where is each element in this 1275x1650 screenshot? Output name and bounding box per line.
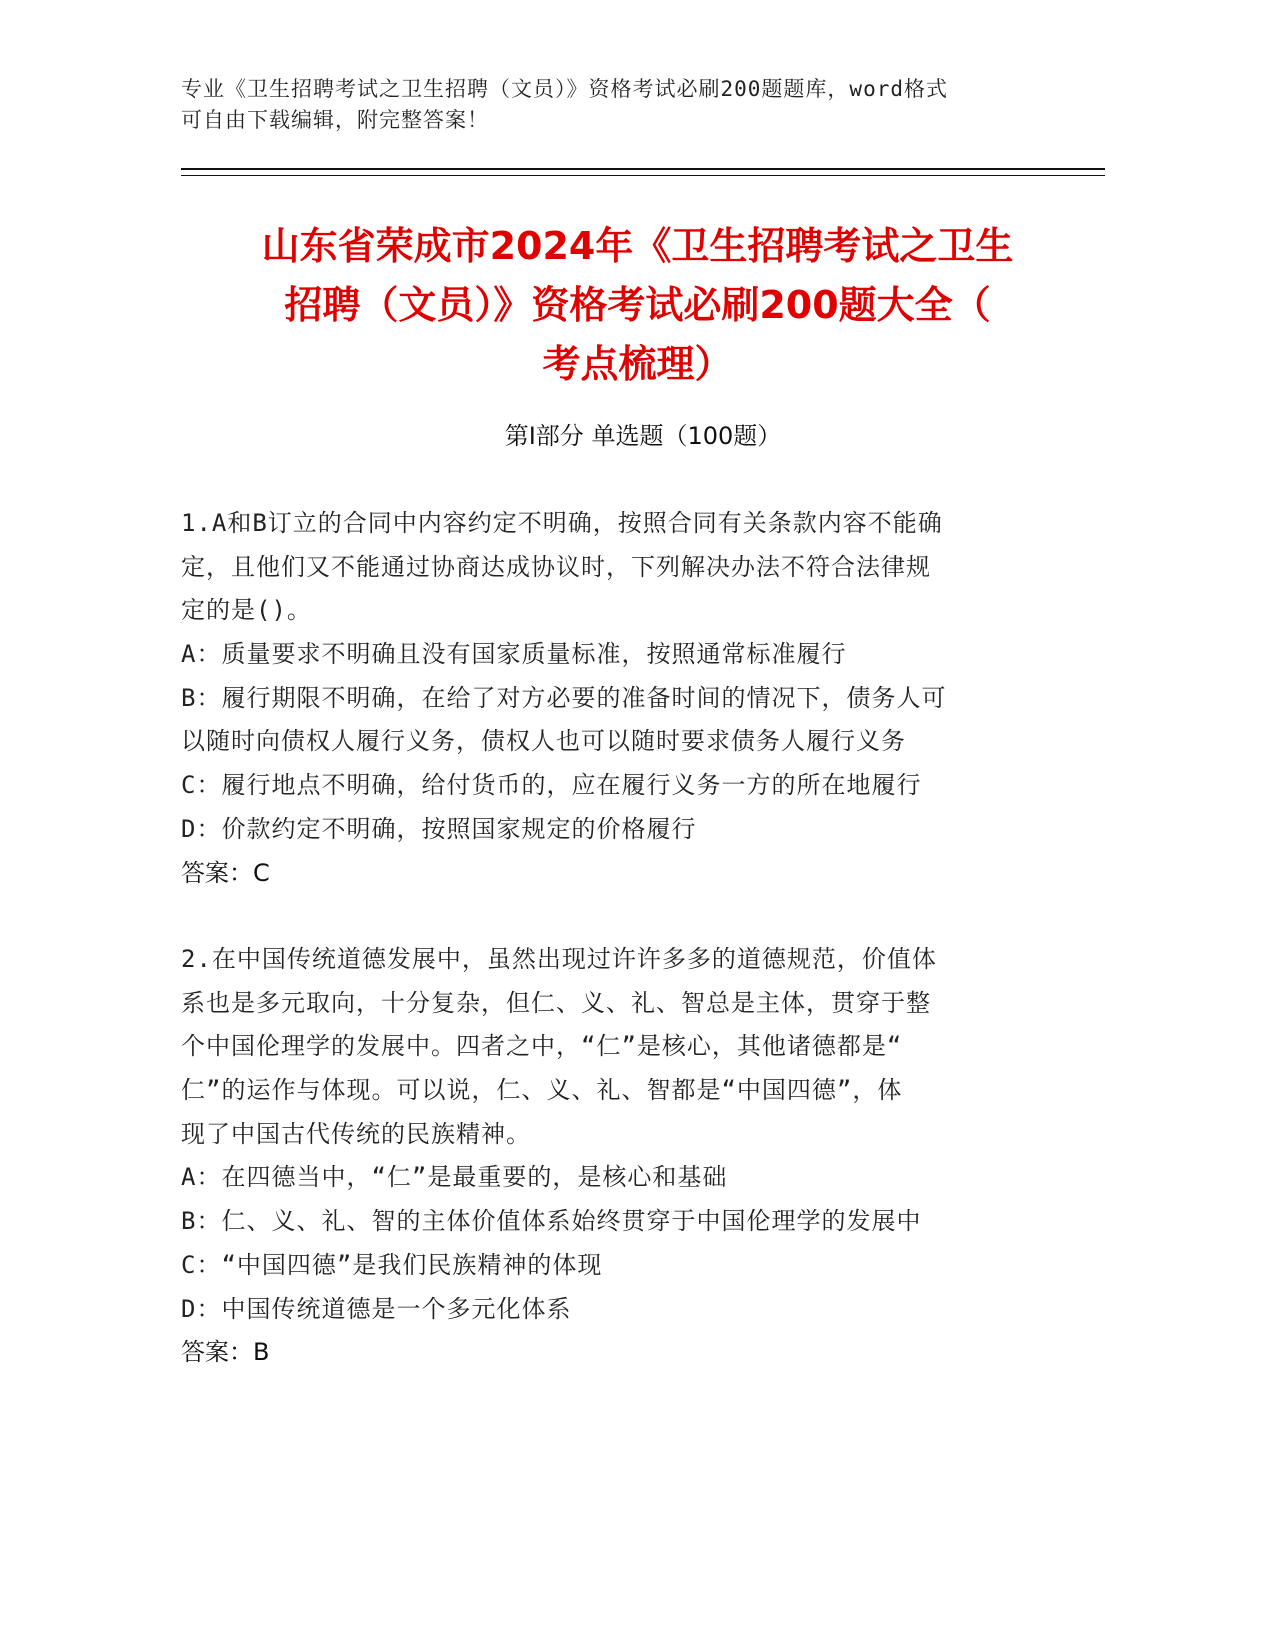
header-note	[181, 74, 1041, 136]
answer-label: 答案：C	[181, 858, 270, 887]
option-a: A：在四德当中，“仁”是最重要的，是核心和基础	[181, 1163, 728, 1192]
question-stem-line: 定的是()。	[181, 596, 312, 625]
document-title-line-1: 山东省荣成市2024年《卫生招聘考试之卫生	[261, 224, 1014, 268]
section-heading: 第Ⅰ部分 单选题（100题）	[504, 422, 782, 450]
option-b: B：履行期限不明确，在给了对方必要的准备时间的情况下，债务人可	[181, 683, 947, 712]
answer-label: 答案：B	[181, 1338, 270, 1367]
question-1	[181, 502, 1061, 895]
option-b-continued: 以随时向债权人履行义务，债权人也可以随时要求债务人履行义务	[181, 727, 906, 756]
question-stem-line: 现了中国古代传统的民族精神。	[181, 1119, 531, 1148]
question-stem-line: 2.在中国传统道德发展中，虽然出现过许许多多的道德规范，价值体	[181, 945, 937, 973]
question-stem-line: 1.A和B订立的合同中内容约定不明确，按照合同有关条款内容不能确	[181, 509, 943, 537]
document-title	[160, 217, 1115, 394]
option-d: D：中国传统道德是一个多元化体系	[181, 1294, 572, 1323]
document-title-line-2: 招聘（文员）》资格考试必刷200题大全（	[284, 283, 991, 327]
question-stem-line: 定，且他们又不能通过协商达成协议时，下列解决办法不符合法律规	[181, 552, 931, 581]
question-2	[181, 938, 1061, 1375]
question-stem-line: 系也是多元取向，十分复杂，但仁、义、礼、智总是主体，贯穿于整	[181, 988, 931, 1017]
option-b: B：仁、义、礼、智的主体价值体系始终贯穿于中国伦理学的发展中	[181, 1207, 922, 1236]
option-a: A：质量要求不明确且没有国家质量标准，按照通常标准履行	[181, 640, 847, 669]
header-note-line-2: 可自由下载编辑，附完整答案！	[181, 108, 489, 132]
header-divider-thin	[181, 175, 1105, 176]
header-note-line-1: 专业《卫生招聘考试之卫生招聘（文员）》资格考试必刷200题题库，word格式	[181, 77, 948, 101]
header-divider-thick	[181, 168, 1105, 170]
option-d: D：价款约定不明确，按照国家规定的价格履行	[181, 814, 697, 843]
document-title-line-3: 考点梳理）	[542, 342, 733, 386]
question-stem-line: 仁”的运作与体现。可以说，仁、义、礼、智都是“中国四德”，体	[181, 1076, 903, 1105]
question-stem-line: 个中国伦理学的发展中。四者之中，“仁”是核心，其他诸德都是“	[181, 1032, 903, 1061]
option-c: C：“中国四德”是我们民族精神的体现	[181, 1250, 603, 1279]
option-c: C：履行地点不明确，给付货币的，应在履行义务一方的所在地履行	[181, 771, 922, 800]
